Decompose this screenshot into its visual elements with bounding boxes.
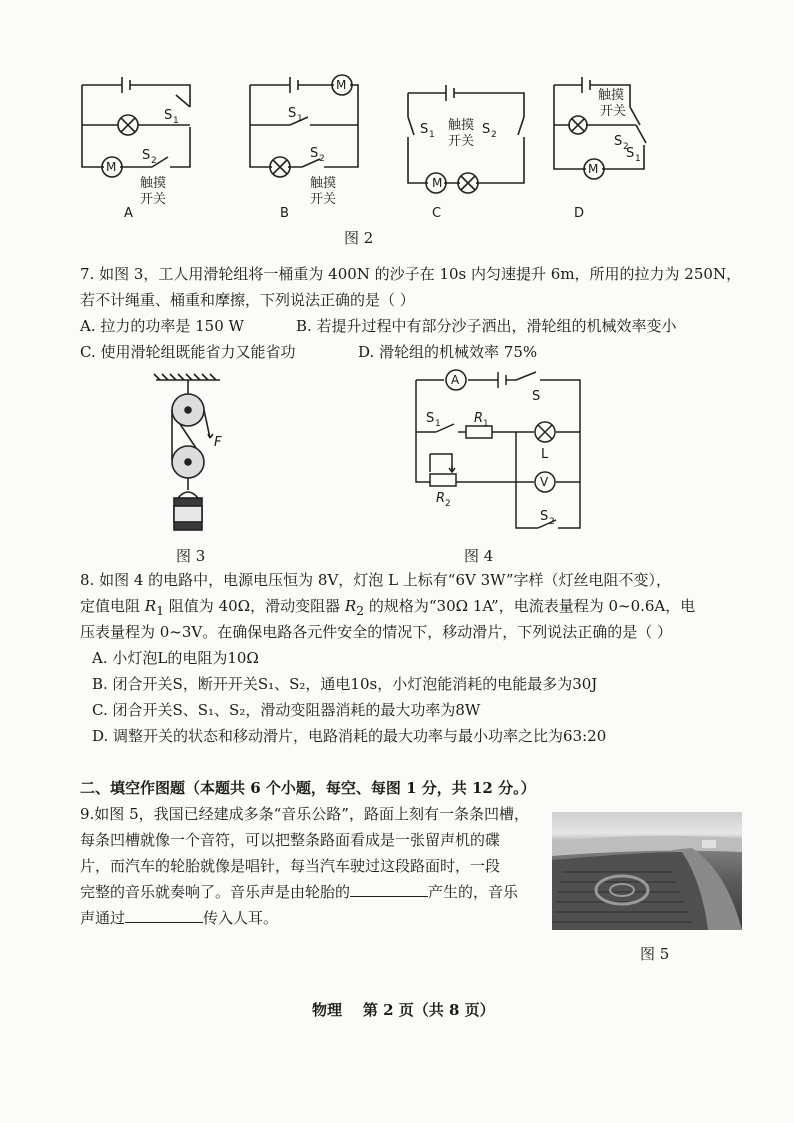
fig3-caption: 图 3	[176, 547, 206, 565]
section-2-heading: 二、填空作图题（本题共 6 个小题，每空、每图 1 分，共 12 分。）	[80, 779, 536, 797]
fig4-lamp-l: L	[541, 447, 549, 462]
fig2-c-s2: S	[482, 122, 491, 137]
fig4-r2-sub: 2	[445, 499, 451, 509]
q7-option-a: A. 拉力的功率是 150 W	[80, 317, 244, 335]
fig4-voltmeter: V	[540, 475, 549, 489]
figure-4-circuit	[400, 362, 600, 542]
q9-blank-2[interactable]	[125, 906, 203, 923]
circuit-a	[82, 77, 190, 177]
fig2-c-s2-sub: 2	[491, 130, 497, 140]
q9-line-5-part-a: 声通过	[80, 909, 126, 927]
fig2-a-label: A	[124, 206, 133, 221]
q7-option-d: D. 滑轮组的机械效率 75%	[358, 343, 538, 361]
figure-5-road-photo	[552, 812, 742, 930]
figure-3-pulley	[150, 372, 240, 540]
q7-option-c: C. 使用滑轮组既能省力又能省功	[80, 343, 296, 361]
fig2-a-motor: M	[106, 160, 117, 174]
fig2-c-touch-2: 开关	[448, 134, 475, 149]
fig2-c-s1: S	[420, 122, 429, 137]
q8-r2-sub: 2	[356, 603, 365, 618]
fig4-switch-s: S	[532, 389, 541, 404]
q7-line-2: 若不计绳重、桶重和摩擦，下列说法正确的是（ ）	[80, 291, 415, 309]
fig4-s1: S	[426, 411, 435, 426]
fig2-d-motor: M	[588, 162, 599, 176]
q9-line-4-part-a: 完整的音乐就奏响了。音乐声是由轮胎的	[80, 883, 351, 901]
fig2-b-s1-sub: 1	[297, 114, 303, 124]
fig2-c-s1-sub: 1	[429, 130, 435, 140]
q8-line-2	[80, 594, 695, 623]
q8-line-2-part-c: 的规格为“30Ω 1A”，电流表量程为 0~0.6A，电	[364, 597, 696, 615]
fig2-d-s2: S	[614, 134, 623, 149]
fig2-caption: 图 2	[344, 229, 374, 247]
page-footer: 物理 第 2 页（共 8 页）	[312, 1001, 495, 1019]
q9-line-3: 片，而汽车的轮胎就像是唱针，每当汽车驶过这段路面时，一段	[80, 857, 501, 875]
q8-line-1: 8. 如图 4 的电路中，电源电压恒为 8V，灯泡 L 上标有“6V 3W”字样（灯丝电阻不变），	[80, 571, 672, 589]
q8-line-2-part-b: 阻值为 40Ω，滑动变阻器	[164, 597, 345, 615]
fig2-b-s2-sub: 2	[319, 154, 325, 164]
fig2-b-motor: M	[336, 78, 347, 92]
fig4-ammeter: A	[451, 373, 460, 387]
fig2-b-touch-1: 触摸	[310, 176, 337, 191]
figure-2-circuits	[70, 65, 690, 225]
q9-line-1: 9.如图 5，我国已经建成多条“音乐公路”，路面上刻有一条条凹槽，	[80, 805, 529, 823]
fig2-d-s2-sub: 2	[623, 142, 629, 152]
q8-option-a: A. 小灯泡L的电阻为10Ω	[92, 649, 259, 667]
q8-option-d: D. 调整开关的状态和移动滑片，电路消耗的最大功率与最小功率之比为63:20	[92, 727, 607, 745]
fig2-b-s2: S	[310, 146, 319, 161]
fig2-b-touch-2: 开关	[310, 192, 337, 207]
q8-r1: R	[144, 597, 157, 615]
q9-line-5-part-b: 传入人耳。	[203, 909, 279, 927]
q9-line-4-part-b: 产生的，音乐	[428, 883, 519, 901]
fig4-s2: S	[540, 509, 549, 524]
fig2-a-s1: S	[164, 108, 173, 123]
fig5-caption: 图 5	[640, 945, 670, 963]
fig2-d-label: D	[574, 206, 585, 221]
fig2-a-s2-sub: 2	[151, 156, 157, 166]
fig4-r1: R	[474, 411, 484, 426]
fig2-a-touch-1: 触摸	[140, 176, 167, 191]
fig4-caption: 图 4	[464, 547, 494, 565]
q8-line-3: 压表量程为 0~3V。在确保电路各元件安全的情况下，移动滑片，下列说法正确的是（ ）	[80, 623, 673, 641]
fig2-c-label: C	[432, 206, 442, 221]
q9-blank-1[interactable]	[350, 880, 428, 897]
q8-r2: R	[344, 597, 357, 615]
q9-line-5	[80, 906, 278, 930]
fig4-r2: R	[436, 491, 446, 506]
fig4-s1-sub: 1	[435, 419, 441, 429]
fig2-d-touch-1: 触摸	[598, 88, 625, 103]
fig2-d-touch-2: 开关	[600, 104, 627, 119]
fig2-a-s1-sub: 1	[173, 116, 179, 126]
fig2-a-s2: S	[142, 148, 151, 163]
road-illustration	[552, 812, 742, 930]
q7-line-1: 7. 如图 3，工人用滑轮组将一桶重为 400N 的沙子在 10s 内匀速提升 6m，所用的拉力为 250N，	[80, 265, 742, 283]
fig2-d-s1-sub: 1	[635, 154, 641, 164]
fig2-c-motor: M	[432, 176, 443, 190]
fig4-r1-sub: 1	[483, 419, 489, 429]
q9-line-2: 每条凹槽就像一个音符，可以把整条路面看成是一张留声机的碟	[80, 831, 501, 849]
fig3-force-f: F	[214, 435, 222, 450]
fig4-s2-sub: 2	[549, 517, 555, 527]
q7-option-b: B. 若提升过程中有部分沙子洒出，滑轮组的机械效率变小	[296, 317, 677, 335]
fig2-c-touch-1: 触摸	[448, 118, 475, 133]
q8-r1-sub: 1	[156, 603, 165, 618]
q9-line-4	[80, 880, 518, 904]
q8-option-c: C. 闭合开关S、S₁、S₂，滑动变阻器消耗的最大功率为8W	[92, 701, 481, 719]
fig2-a-touch-2: 开关	[140, 192, 167, 207]
q8-option-b: B. 闭合开关S，断开开关S₁、S₂，通电10s，小灯泡能消耗的电能最多为30J	[92, 675, 598, 693]
q8-line-2-part-a: 定值电阻	[80, 597, 145, 615]
fig2-b-label: B	[280, 206, 289, 221]
fig2-b-s1: S	[288, 106, 297, 121]
fig2-d-s1: S	[626, 146, 635, 161]
